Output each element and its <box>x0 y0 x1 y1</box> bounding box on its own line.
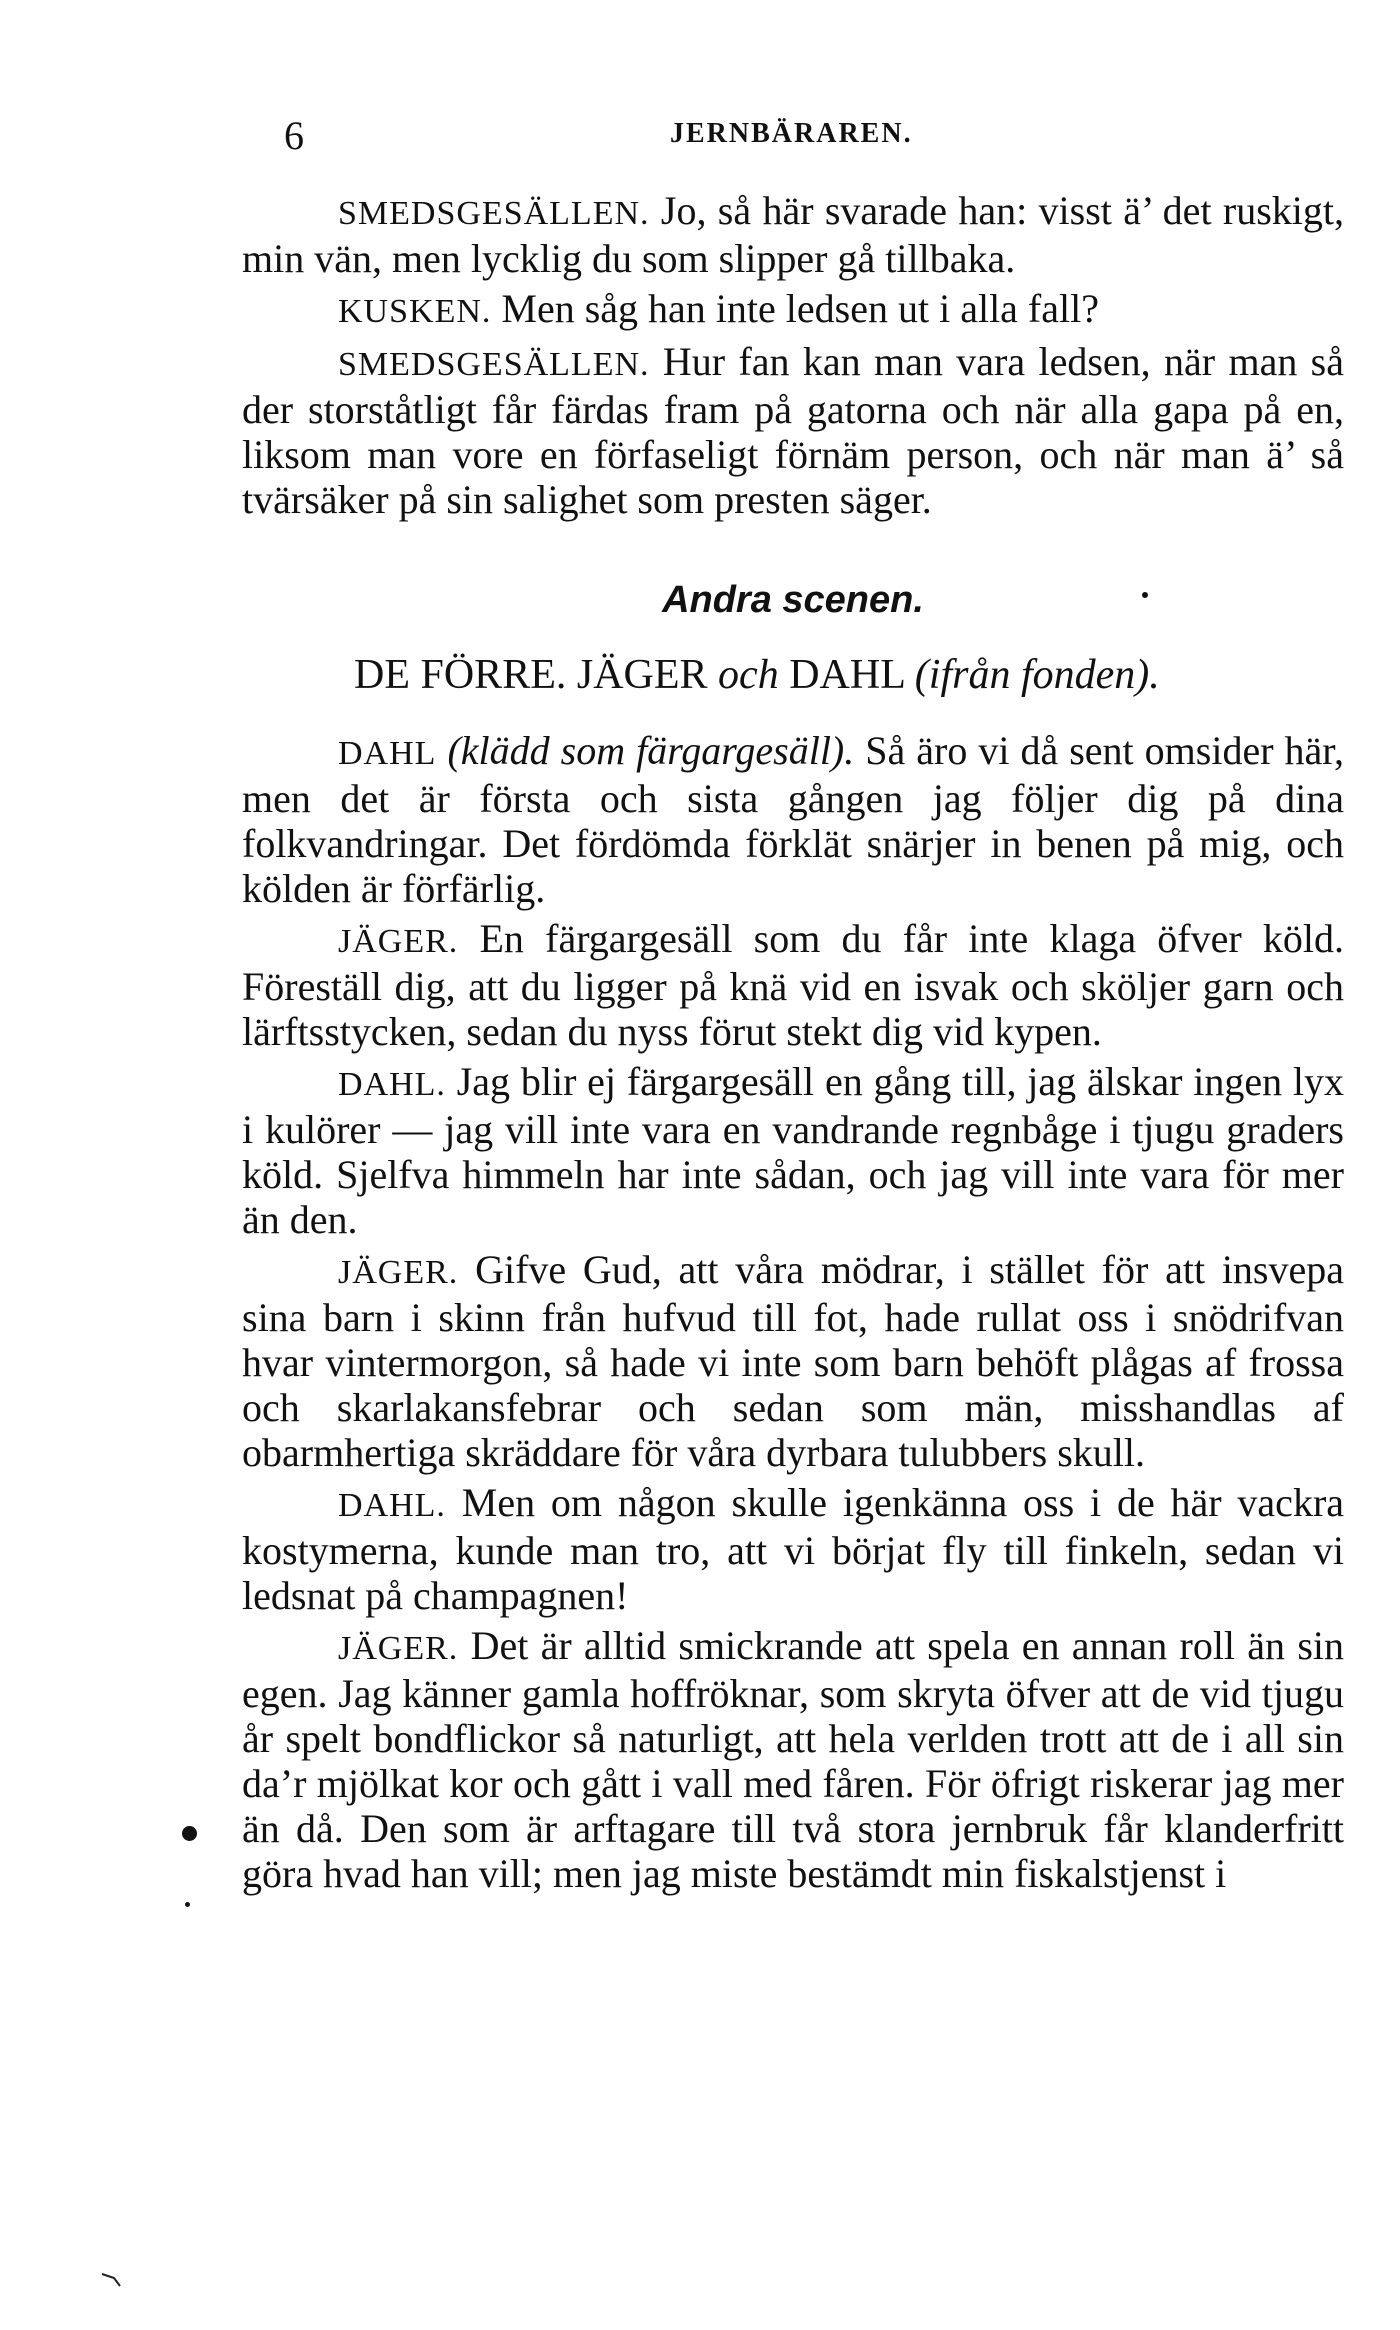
corner-scratch-icon <box>100 2270 130 2290</box>
print-speck <box>185 1902 190 1907</box>
scene-title: Andra scenen. <box>662 579 924 621</box>
speaker-name: JÄGER. <box>338 1630 459 1667</box>
speaker-name: SMEDSGESÄLLEN. <box>338 346 650 383</box>
print-bullet-mark <box>182 1826 197 1841</box>
speech-text: En färgargesäll som du får inte klaga öfver köld. Föreställ dig, att du ligger på knä vid en isvak och sköljer garn och lärftsstycken, sedan du nyss förut stekt dig vid kypen. <box>242 916 1344 1054</box>
speech-text: Hur fan kan man vara ledsen, när man så der storståtligt får färdas fram på gatorna och när alla gapa på en, liksom man vore en förfaseligt förnäm person, och när man ä’ så tvärsäker på sin salighet som presten säger. <box>242 339 1345 522</box>
speech-text: Det är alltid smickrande att spela en annan roll än sin egen. Jag känner gamla hoffröknar, som skryta öfver att de vid tjugu år spelt bondflickor så naturligt, att hela verlden trott att de i all sin da’r mjölkat kor och gått i vall med fåren. För öfrigt riskerar jag mer än då. Den som är arftagare till två stora jernbruk får klanderfritt göra hvad han vill; men jag miste bestämdt min fiskalstjenst i <box>242 1623 1344 1896</box>
speech-text: Så äro vi då sent omsider här, men det är första och sista gången jag följer dig på dina folkvandringar. Det fördömda förklät snärjer in benen på mig, och kölden är förfärlig. <box>242 728 1345 911</box>
speaker-name: JÄGER. <box>338 1254 459 1291</box>
speaker-name: DAHL. <box>338 1487 446 1524</box>
speaker-name: KUSKEN. <box>338 293 492 330</box>
page-header <box>284 112 1224 162</box>
print-speck <box>1142 592 1148 598</box>
speech-text: Gifve Gud, att våra mödrar, i stället för att insvepa sina barn i skinn från hufvud till fot, hade rullat oss i snödrifvan hvar vintermorgon, så hade vi inte som barn behöft plågas af frossa och skarlakansfebrar och sedan som män, misshandlas af obarmhertiga skräddare för våra dyrbara tulubbers skull. <box>242 1247 1345 1475</box>
speech-paragraph <box>242 339 1344 522</box>
speaker-name: JÄGER. <box>338 923 459 960</box>
speech-paragraph <box>242 1480 1344 1618</box>
speech-text: Jag blir ej färgargesäll en gång till, jag älskar ingen lyx i kulörer — jag vill inte vara en vandrande regnbåge i tjugu graders köld. Sjelfva himmeln har inte sådan, och jag vill inte vara för mer än den. <box>242 1059 1345 1242</box>
speech-paragraph <box>242 188 1344 281</box>
speech-text: Men såg han inte ledsen ut i alla fall? <box>501 286 1099 331</box>
cast-och: och <box>718 652 779 698</box>
cast-line <box>242 653 1344 698</box>
body-text <box>242 188 1344 1901</box>
speech-paragraph <box>242 1059 1344 1242</box>
speech-paragraph <box>242 728 1344 911</box>
speaker-name: DAHL <box>338 735 437 772</box>
stage-direction: (klädd som färgargesäll). <box>447 728 855 773</box>
speech-text: Men om någon skulle igenkänna oss i de här vackra kostymerna, kunde man tro, att vi börjat fly till finkeln, sedan vi ledsnat på champagnen! <box>242 1480 1345 1618</box>
cast-dahl: DAHL <box>789 652 905 698</box>
cast-main: DE FÖRRE. JÄGER <box>354 652 708 698</box>
running-title: JERNBÄRAREN. <box>670 118 913 149</box>
cast-direction: (ifrån fonden). <box>914 652 1160 698</box>
page-number: 6 <box>284 113 304 158</box>
speaker-name: SMEDSGESÄLLEN. <box>338 195 650 232</box>
speech-paragraph <box>242 286 1344 334</box>
speech-paragraph <box>242 1623 1344 1896</box>
speech-paragraph <box>242 1247 1344 1475</box>
speech-text: Jo, så här svarade han: visst ä’ det ruskigt, min vän, men lycklig du som slipper gå tillbaka. <box>242 188 1345 281</box>
speaker-name: DAHL. <box>338 1066 446 1103</box>
speech-paragraph <box>242 916 1344 1054</box>
